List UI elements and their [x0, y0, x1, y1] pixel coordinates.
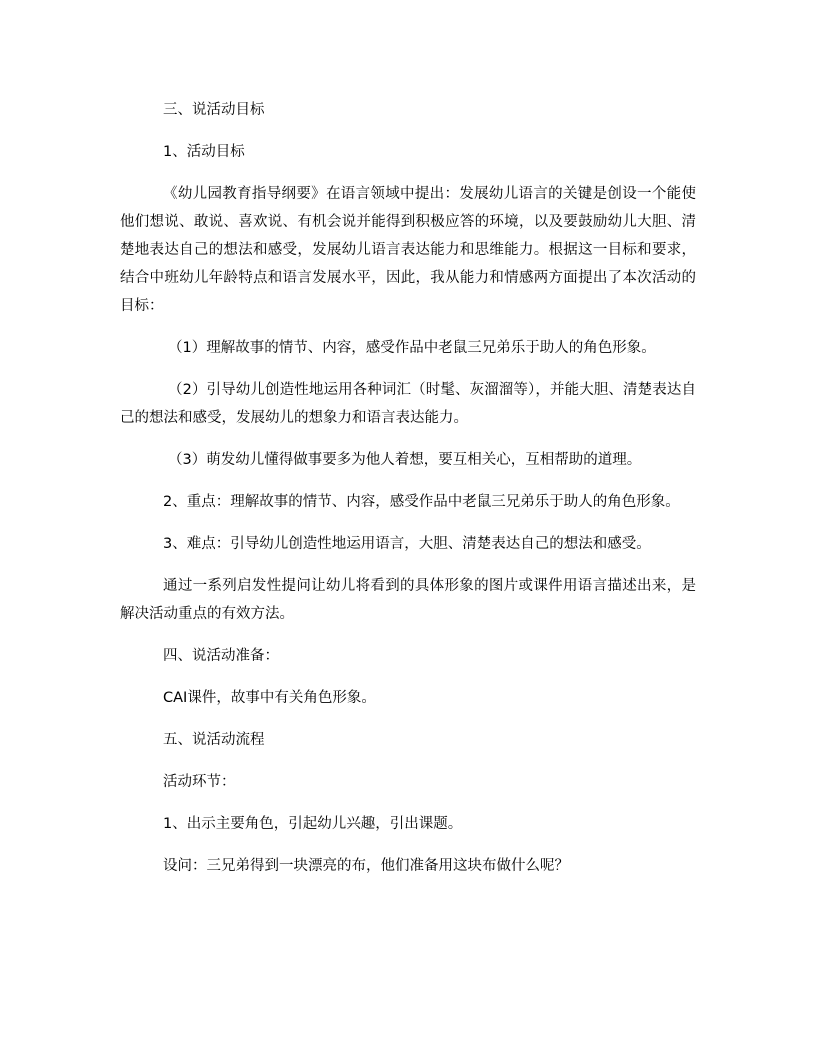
- key-point-paragraph: 2、重点：理解故事的情节、内容，感受作品中老鼠三兄弟乐于助人的角色形象。: [163, 494, 680, 510]
- document-body: [120, 96, 696, 894]
- question-paragraph: 设问：三兄弟得到一块漂亮的布，他们准备用这块布做什么呢？: [163, 858, 569, 874]
- goal-item-3: （3）萌发幼儿懂得做事要多为他人着想，要互相关心，互相帮助的道理。: [168, 452, 642, 468]
- activity-step-1: 1、出示主要角色，引起幼儿兴趣，引出课题。: [163, 816, 463, 832]
- method-paragraph: 通过一系列启发性提问让幼儿将看到的具体形象的图片或课件用语言描述出来，是解决活动重点的有效方法。: [120, 578, 696, 622]
- section-heading-activity-goals: 三、说活动目标: [163, 102, 265, 118]
- preparation-paragraph: CAI课件，故事中有关角色形象。: [163, 690, 376, 706]
- goal-item-1: （1）理解故事的情节、内容，感受作品中老鼠三兄弟乐于助人的角色形象。: [168, 340, 656, 356]
- paragraph-guideline-intro: 《幼儿园教育指导纲要》在语言领域中提出：发展幼儿语言的关键是创设一个能使他们想说、敢说、喜欢说、有机会说并能得到积极应答的环境，以及要鼓励幼儿大胆、清楚地表达自己的想法和感受，发展幼儿语言表达能力和思维能力。根据这一目标和要求，结合中班幼儿年龄特点和语言发展水平，因此，我从能力和情感两方面提出了本次活动的目标：: [120, 186, 696, 314]
- goal-item-2: （2）引导幼儿创造性地运用各种词汇（时髦、灰溜溜等），并能大胆、清楚表达自己的想法和感受，发展幼儿的想象力和语言表达能力。: [120, 382, 696, 426]
- difficulty-paragraph: 3、难点：引导幼儿创造性地运用语言，大胆、清楚表达自己的想法和感受。: [163, 536, 651, 552]
- activity-steps-label: 活动环节：: [163, 774, 236, 790]
- subheading-activity-goals: 1、活动目标: [163, 144, 245, 160]
- section-heading-activity-flow: 五、说活动流程: [163, 732, 265, 748]
- section-heading-preparation: 四、说活动准备：: [163, 648, 279, 664]
